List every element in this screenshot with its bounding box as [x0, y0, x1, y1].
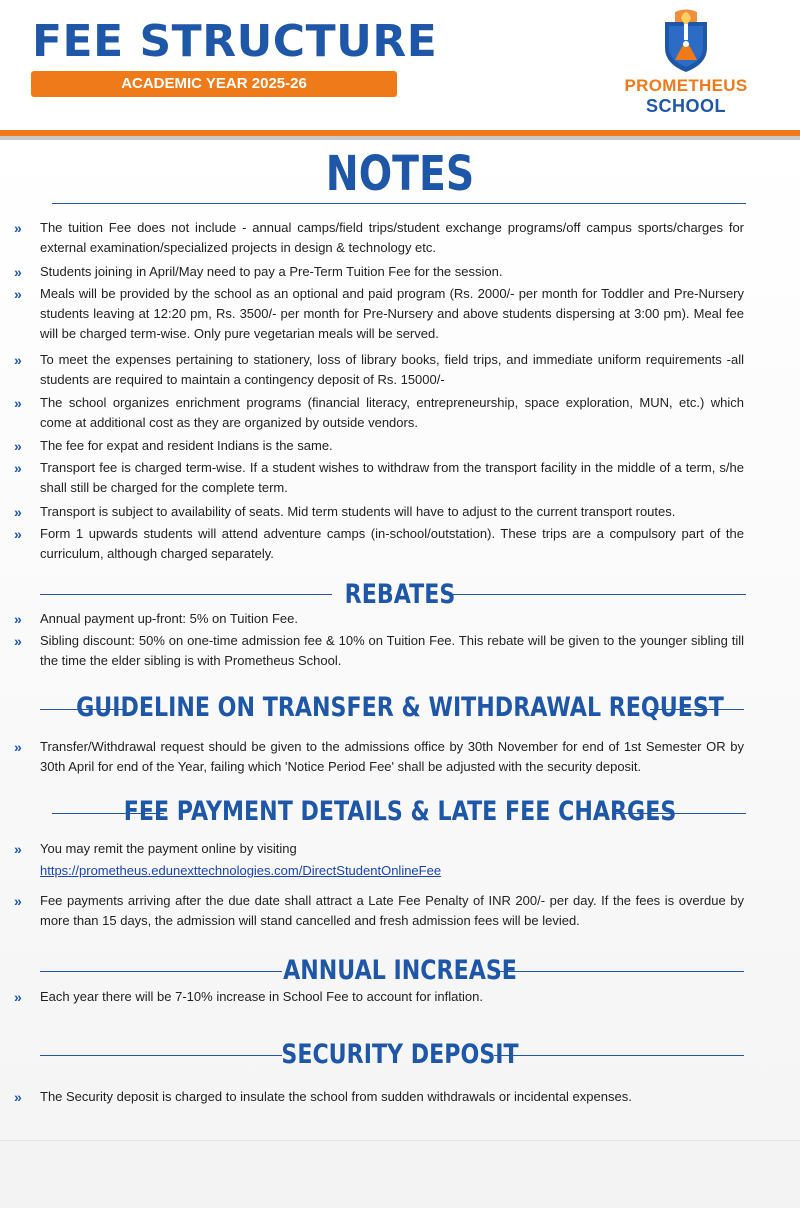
- section-divider: [496, 971, 744, 972]
- bullet-icon: »: [14, 841, 22, 857]
- school-logo: [606, 4, 766, 122]
- bullet-icon: »: [14, 460, 22, 476]
- rebate-item: Annual payment up-front: 5% on Tuition Fee.: [40, 611, 298, 626]
- bullet-icon: »: [14, 504, 22, 520]
- section-divider: [494, 1055, 744, 1056]
- bullet-icon: »: [14, 395, 22, 411]
- rebate-item: Sibling discount: 50% on one-time admission fee & 10% on Tuition Fee. This rebate will be given to the younger sibling till the time the elder sibling is with Prometheus School.: [40, 633, 744, 668]
- note-item: Students joining in April/May need to pay a Pre-Term Tuition Fee for the session.: [40, 264, 503, 279]
- logo-text-prometheus: PROMETHEUS: [624, 76, 748, 95]
- section-divider: [444, 594, 746, 595]
- page-footer-band: [0, 1140, 800, 1208]
- bullet-icon: »: [14, 352, 22, 368]
- section-heading-security-deposit: SECURITY DEPOSIT: [281, 1039, 519, 1070]
- note-item: Transport is subject to availability of seats. Mid term students will have to adjust to the current transport routes.: [40, 504, 676, 519]
- note-item: The fee for expat and resident Indians is the same.: [40, 438, 333, 453]
- bullet-icon: »: [14, 1089, 22, 1105]
- bullet-icon: »: [14, 264, 22, 280]
- section-heading-annual-increase: ANNUAL INCREASE: [283, 955, 517, 986]
- section-heading-rebates: REBATES: [344, 579, 456, 610]
- section-divider: [614, 813, 746, 814]
- security-deposit-item: The Security deposit is charged to insulate the school from sudden withdrawals or incidental expenses.: [40, 1089, 632, 1104]
- note-item: Transport fee is charged term-wise. If a student wishes to withdraw from the transport facility in the middle of a term, s/he shall still be charged for the complete term.: [40, 460, 744, 495]
- logo-text-school: SCHOOL: [645, 96, 726, 116]
- page-header: [0, 0, 800, 130]
- bullet-icon: »: [14, 739, 22, 755]
- section-heading-payment: FEE PAYMENT DETAILS & LATE FEE CHARGES: [123, 796, 677, 827]
- note-item: To meet the expenses pertaining to stationery, loss of library books, field trips, and immediate uniform requirements -all students are required to maintain a contingency deposit of Rs. 15000/-: [40, 352, 744, 387]
- note-item: The school organizes enrichment programs (financial literacy, entrepreneurship, space exploration, MUN, etc.) which come at additional cost as they are organized by outside vendors.: [40, 395, 744, 430]
- note-item: Form 1 upwards students will attend adventure camps (in-school/outstation). These trips are a compulsory part of the curriculum, although charged separately.: [40, 526, 744, 561]
- section-divider: [650, 709, 744, 710]
- annual-increase-item: Each year there will be 7-10% increase in School Fee to account for inflation.: [40, 989, 483, 1004]
- online-payment-link[interactable]: https://prometheus.edunexttechnologies.com/DirectStudentOnlineFee: [40, 863, 442, 878]
- transfer-item: Transfer/Withdrawal request should be given to the admissions office by 30th November for end of 1st Semester OR by 30th April for end of the Year, failing which 'Notice Period Fee' shall be adjusted with the security deposit.: [40, 739, 744, 774]
- note-item: The tuition Fee does not include - annual camps/field trips/student exchange programs/off campus sports/charges for external examination/specialized projects in design & technology etc.: [40, 220, 744, 255]
- bullet-icon: »: [14, 989, 22, 1005]
- bullet-icon: »: [14, 220, 22, 236]
- payment-online-text: You may remit the payment online by visiting: [40, 841, 297, 856]
- note-item: Meals will be provided by the school as an optional and paid program (Rs. 2000/- per month for Toddler and Pre-Nursery students leaving at 12:20 pm, Rs. 3500/- per month for Pre-Nursery and above students dispersing at 3:00 pm). Meal fee will be charged term-wise. Only pure vegetarian meals will be served.: [40, 286, 744, 341]
- bullet-icon: »: [14, 286, 22, 302]
- bullet-icon: »: [14, 893, 22, 909]
- bullet-icon: »: [14, 611, 22, 627]
- section-heading-notes: NOTES: [325, 146, 475, 202]
- section-heading-transfer: GUIDELINE ON TRANSFER & WITHDRAWAL REQUEST: [76, 692, 724, 723]
- bullet-icon: »: [14, 633, 22, 649]
- section-divider: [52, 203, 746, 204]
- bullet-icon: »: [14, 438, 22, 454]
- late-fee-item: Fee payments arriving after the due date shall attract a Late Fee Penalty of INR 200/- per day. If the fees is overdue by more than 15 days, the admission will stand cancelled and fresh admission fees will be levied.: [40, 893, 744, 928]
- torch-shield-icon: [661, 4, 711, 74]
- page-title: FEE STRUCTURE: [32, 16, 438, 67]
- academic-year-banner: ACADEMIC YEAR 2025-26: [31, 71, 397, 97]
- bullet-icon: »: [14, 526, 22, 542]
